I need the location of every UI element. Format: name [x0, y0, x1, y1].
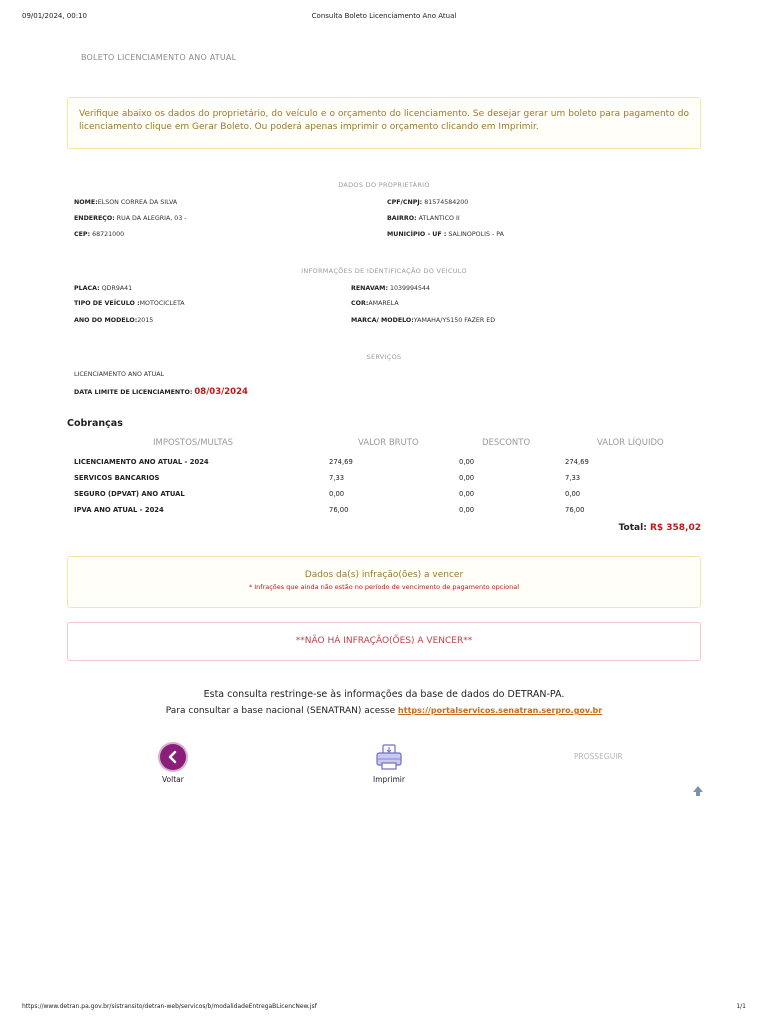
proceed-button[interactable]: PROSSEGUIR — [574, 752, 623, 761]
col-header-gross: VALOR BRUTO — [358, 438, 419, 448]
charge-net: 76,00 — [565, 506, 585, 514]
charge-gross: 274,69 — [329, 458, 353, 466]
infractions-subtitle: * Infrações que ainda não estão no período de vencimento de pagamento opcional — [248, 583, 520, 591]
vehicle-type: TIPO DE VEÍCULO :MOTOCICLETA — [74, 300, 185, 307]
printer-icon — [375, 743, 403, 771]
vehicle-model-year: ANO DO MODELO:2015 — [74, 317, 154, 324]
print-datetime: 09/01/2024, 00:10 — [22, 12, 87, 20]
charge-net: 7,33 — [565, 474, 581, 482]
col-header-taxes: IMPOSTOS/MULTAS — [153, 438, 234, 448]
charge-gross: 7,33 — [329, 474, 345, 482]
scroll-top-icon[interactable] — [692, 785, 704, 797]
page-title: BOLETO LICENCIAMENTO ANO ATUAL — [81, 53, 237, 62]
print-button[interactable] — [375, 743, 403, 771]
col-header-discount: DESCONTO — [482, 438, 531, 448]
charges-total: Total: R$ 358,02 — [618, 523, 701, 533]
col-header-net: VALOR LÍQUIDO — [597, 438, 664, 448]
charge-discount: 0,00 — [459, 474, 475, 482]
owner-section-heading: DADOS DO PROPRIETÁRIO — [338, 181, 430, 189]
charge-gross: 0,00 — [329, 490, 345, 498]
total-value: R$ 358,02 — [649, 523, 701, 533]
charge-discount: 0,00 — [459, 458, 475, 466]
infractions-box — [67, 556, 701, 608]
charge-name: IPVA ANO ATUAL - 2024 — [74, 506, 164, 514]
consult-national: Para consultar a base nacional (SENATRAN) acesse https://portalservicos.senatran.serpro.gov.br — [165, 706, 603, 716]
owner-city: MUNICÍPIO - UF : SALINOPOLIS - PA — [387, 231, 504, 238]
print-url: https://www.detran.pa.gov.br/sistransito/detran-web/servicos/b/modalidadeEntregaBLicencNew.jsf — [22, 1003, 317, 1010]
charge-gross: 76,00 — [329, 506, 349, 514]
consult-info: Esta consulta restringe-se às informações da base de dados do DETRAN-PA. — [203, 689, 565, 700]
vehicle-plate: PLACA: QDR9A41 — [74, 285, 133, 292]
print-title: Consulta Boleto Licenciamento Ano Atual — [311, 12, 457, 20]
infractions-title: Dados da(s) infração(ões) a vencer — [304, 570, 464, 580]
back-button[interactable] — [160, 744, 186, 770]
print-page-number: 1/1 — [736, 1003, 746, 1010]
service-item: LICENCIAMENTO ANO ATUAL — [74, 371, 165, 378]
chevron-left-icon — [165, 749, 181, 765]
instructions-notice: Verifique abaixo os dados do proprietário, do veículo e o orçamento do licenciamento. Se desejar gerar um boleto para pagamento do licenciamento clique em Gerar Boleto. Ou poderá apenas imprimir o orçamento clicando em Imprimir. — [67, 97, 701, 149]
owner-address: ENDEREÇO: RUA DA ALEGRIA, 03 - — [74, 215, 187, 222]
vehicle-renavam: RENAVAM: 1039994544 — [351, 285, 431, 292]
charge-discount: 0,00 — [459, 506, 475, 514]
charge-name: SERVICOS BANCARIOS — [74, 474, 160, 482]
owner-cep: CEP: 68721000 — [74, 231, 125, 238]
senatran-link[interactable]: https://portalservicos.senatran.serpro.gov.br — [398, 706, 603, 715]
services-section-heading: SERVIÇOS — [366, 353, 402, 361]
owner-district: BAIRRO: ATLANTICO II — [387, 215, 460, 222]
vehicle-brand-model: MARCA/ MODELO:YAMAHA/YS150 FAZER ED — [351, 317, 496, 324]
charge-net: 274,69 — [565, 458, 589, 466]
owner-name: NOME:ELSON CORREA DA SILVA — [74, 199, 178, 206]
charge-name: SEGURO (DPVAT) ANO ATUAL — [74, 490, 185, 498]
no-infractions-message: **NÃO HÁ INFRAÇÃO(ÕES) A VENCER** — [67, 622, 701, 661]
vehicle-section-heading: INFORMAÇÕES DE IDENTIFICAÇÃO DO VEÍCULO — [301, 267, 467, 275]
back-label[interactable]: Voltar — [162, 775, 184, 784]
charge-net: 0,00 — [565, 490, 581, 498]
charge-name: LICENCIAMENTO ANO ATUAL - 2024 — [74, 458, 209, 466]
licensing-deadline: DATA LIMITE DE LICENCIAMENTO: 08/03/2024 — [74, 387, 248, 397]
charges-title: Cobranças — [67, 418, 123, 429]
vehicle-color: COR:AMARELA — [351, 300, 399, 307]
print-label[interactable]: Imprimir — [373, 775, 405, 784]
owner-cpf: CPF/CNPJ: 81574584200 — [387, 199, 469, 206]
charge-discount: 0,00 — [459, 490, 475, 498]
